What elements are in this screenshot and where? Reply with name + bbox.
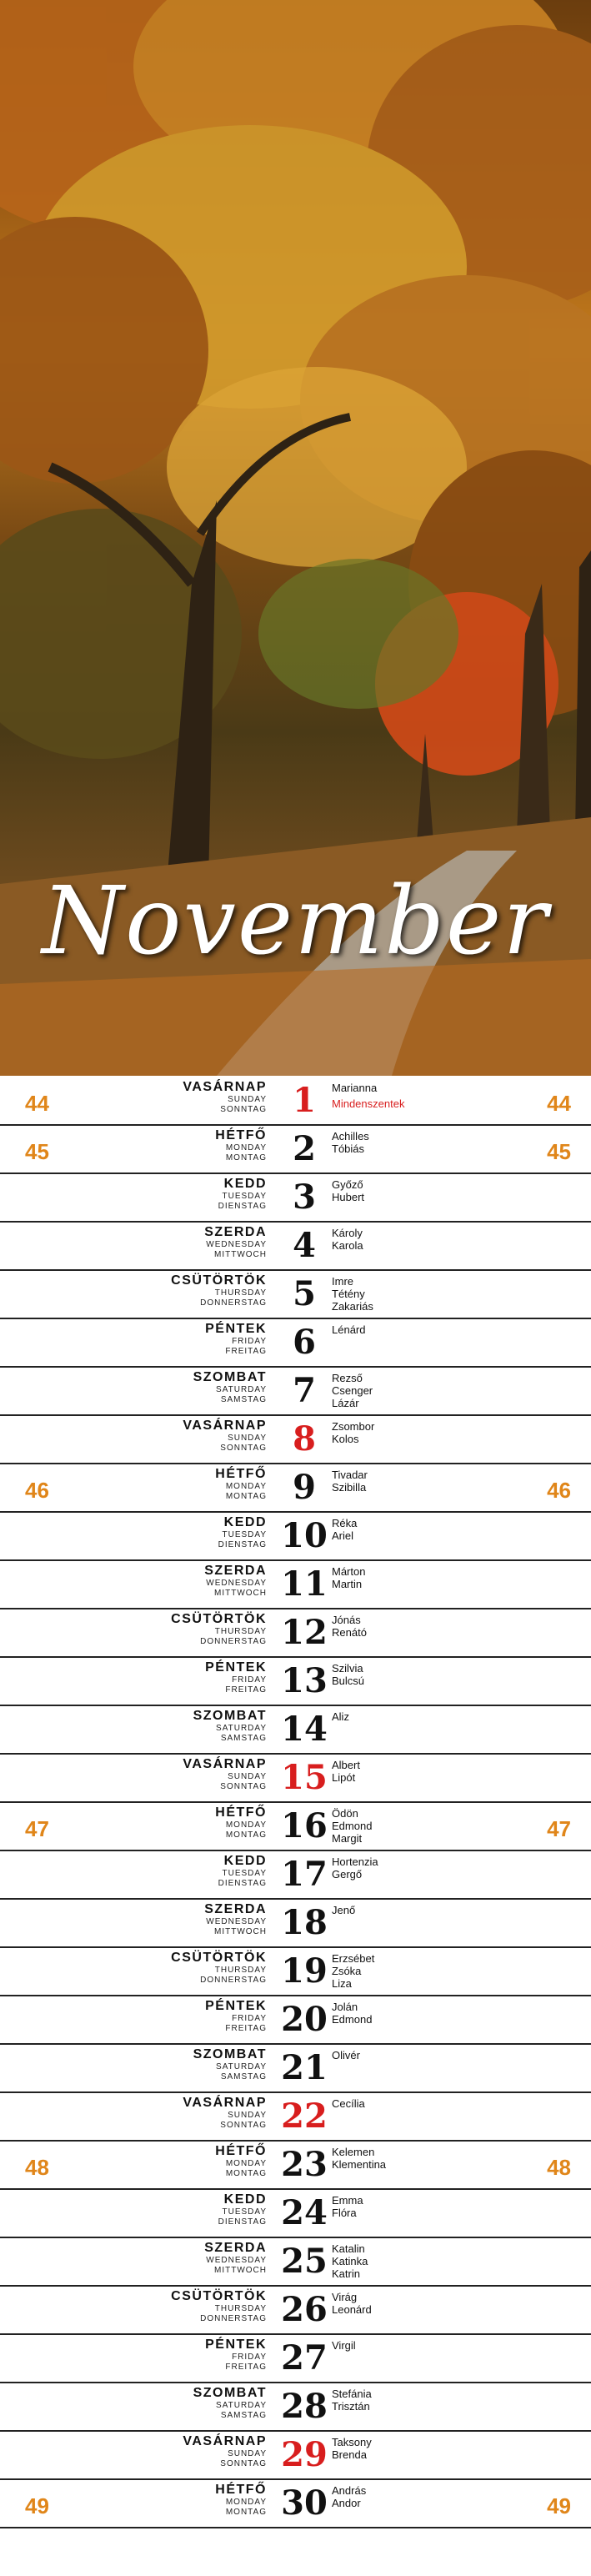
day-number: 16	[281, 1806, 328, 1845]
day-number: 8	[293, 1419, 316, 1459]
autumn-forest-photo	[0, 0, 591, 1076]
day-name-block	[171, 1951, 267, 1985]
day-name-english: TUESDAY	[222, 1869, 267, 1878]
name-day: Márton	[332, 1565, 366, 1578]
day-name-english: MONDAY	[225, 1482, 267, 1491]
day-name-hungarian: HÉTFŐ	[215, 2483, 267, 2497]
week-number-left: 44	[25, 1091, 49, 1116]
day-number: 28	[281, 2387, 328, 2426]
name-day: Zsóka	[332, 1965, 362, 1977]
week-number-right: 48	[547, 2155, 571, 2180]
day-number: 29	[281, 2435, 328, 2474]
name-day: Gergő	[332, 1868, 363, 1881]
day-name-english: SUNDAY	[228, 1095, 267, 1104]
day-name-block	[205, 1661, 267, 1695]
day-name-german: DONNERSTAG	[200, 2314, 267, 2323]
day-name-hungarian: VASÁRNAP	[183, 2096, 267, 2110]
calendar-day-row	[0, 1271, 591, 1319]
holiday-name: Mindenszentek	[332, 1097, 405, 1110]
day-name-english: SUNDAY	[228, 2111, 267, 2120]
day-name-block	[183, 1758, 267, 1791]
week-number-left: 49	[25, 2493, 49, 2518]
day-name-block	[205, 2000, 267, 2033]
day-name-hungarian: CSÜTÖRTÖK	[171, 2289, 267, 2303]
calendar-day-row	[0, 2142, 591, 2190]
name-day-list	[332, 2484, 366, 2509]
name-day: Edmond	[332, 1820, 373, 1832]
day-name-block	[193, 1710, 267, 1743]
name-day: Taksony	[332, 2436, 372, 2448]
calendar-day-row	[0, 2432, 591, 2480]
name-day-list	[332, 2339, 356, 2352]
day-name-german: SAMSTAG	[220, 1395, 267, 1404]
name-day-list	[332, 2146, 386, 2171]
name-day: Rezső	[332, 1372, 363, 1384]
day-number: 27	[281, 2338, 328, 2378]
day-name-hungarian: VASÁRNAP	[183, 1080, 267, 1094]
day-name-hungarian: CSÜTÖRTÖK	[171, 1273, 267, 1288]
name-day: Ariel	[332, 1529, 354, 1542]
day-name-block	[171, 2290, 267, 2323]
day-name-hungarian: HÉTFŐ	[215, 1805, 267, 1820]
day-name-english: WEDNESDAY	[206, 1240, 267, 1249]
name-day: Leonárd	[332, 2303, 372, 2316]
day-number: 23	[281, 2145, 328, 2184]
day-name-block	[204, 1564, 267, 1598]
day-number: 11	[281, 1564, 328, 1604]
day-name-english: SATURDAY	[216, 1385, 267, 1394]
day-name-hungarian: HÉTFŐ	[215, 1128, 267, 1142]
name-day-list	[332, 1952, 374, 1990]
day-name-english: TUESDAY	[222, 1530, 267, 1539]
calendar-day-row	[0, 1513, 591, 1561]
name-day: Aliz	[332, 1710, 349, 1723]
day-name-german: SONNTAG	[220, 2459, 267, 2468]
day-name-hungarian: HÉTFŐ	[215, 1467, 267, 1481]
day-name-german: MONTAG	[225, 1830, 267, 1840]
day-name-german: SAMSTAG	[220, 2072, 267, 2081]
day-name-hungarian: KEDD	[223, 1854, 267, 1868]
day-name-block	[183, 2435, 267, 2468]
day-name-block	[218, 2193, 267, 2227]
calendar-day-row	[0, 1319, 591, 1368]
day-name-german: MITTWOCH	[214, 1927, 267, 1936]
day-number: 24	[281, 2193, 328, 2232]
day-number: 20	[281, 2000, 328, 2039]
name-day: Marianna	[332, 1082, 378, 1094]
day-name-block	[183, 1081, 267, 1114]
name-day: Tétény	[332, 1288, 365, 1300]
calendar-day-row	[0, 1803, 591, 1851]
calendar-day-row	[0, 2238, 591, 2287]
calendar-day-row	[0, 1174, 591, 1223]
day-name-block	[204, 1903, 267, 1936]
calendar-day-row	[0, 2480, 591, 2528]
name-day: Flóra	[332, 2207, 357, 2219]
day-name-block	[183, 1419, 267, 1453]
day-name-block	[171, 1613, 267, 1646]
name-day: Virgil	[332, 2339, 356, 2352]
calendar-day-row	[0, 1368, 591, 1416]
day-name-block	[183, 2096, 267, 2130]
day-name-english: WEDNESDAY	[206, 2256, 267, 2265]
calendar-day-list	[0, 1077, 591, 2528]
name-day: Réka	[332, 1517, 358, 1529]
day-name-hungarian: SZOMBAT	[193, 1709, 267, 1723]
day-name-hungarian: VASÁRNAP	[183, 1419, 267, 1433]
day-name-german: MONTAG	[225, 2169, 267, 2178]
calendar-day-row	[0, 1755, 591, 1803]
calendar-day-row	[0, 1077, 591, 1126]
day-number: 5	[293, 1274, 316, 1313]
day-name-hungarian: VASÁRNAP	[183, 2434, 267, 2448]
name-day: Kolos	[332, 1433, 359, 1445]
day-name-hungarian: SZERDA	[204, 2241, 267, 2255]
name-day-list	[332, 1227, 363, 1252]
calendar-day-row	[0, 1464, 591, 1513]
name-day: Margit	[332, 1832, 363, 1845]
day-number: 18	[281, 1903, 328, 1942]
name-day-list	[332, 1904, 355, 1916]
name-day: Zakariás	[332, 1300, 373, 1313]
day-name-block	[215, 1468, 267, 1501]
day-number: 6	[293, 1323, 316, 1362]
day-name-hungarian: SZERDA	[204, 1225, 267, 1239]
day-name-german: FREITAG	[225, 1685, 267, 1695]
day-number: 1	[293, 1081, 316, 1120]
name-day-list	[332, 2194, 363, 2219]
name-day-list	[332, 1420, 374, 1445]
day-name-hungarian: SZERDA	[204, 1902, 267, 1916]
name-day: Katinka	[332, 2255, 368, 2267]
name-day: Brenda	[332, 2448, 367, 2461]
day-number: 17	[281, 1855, 328, 1894]
name-day: Zsombor	[332, 1420, 375, 1433]
day-number: 4	[293, 1226, 316, 1265]
day-name-english: THURSDAY	[214, 1288, 267, 1298]
name-day: Andor	[332, 2497, 361, 2509]
day-number: 22	[281, 2096, 328, 2136]
week-number-left: 45	[25, 1139, 49, 1164]
day-number: 9	[293, 1468, 316, 1507]
name-day-list	[332, 1517, 357, 1542]
day-name-block	[218, 1516, 267, 1549]
day-name-german: MITTWOCH	[214, 2266, 267, 2275]
day-number: 13	[281, 1661, 328, 1700]
name-day: Ödön	[332, 1807, 358, 1820]
name-day-list	[332, 1130, 369, 1155]
day-number: 14	[281, 1710, 328, 1749]
day-name-hungarian: PÉNTEK	[205, 1999, 267, 2013]
day-name-hungarian: KEDD	[223, 2192, 267, 2207]
day-name-english: THURSDAY	[214, 1627, 267, 1636]
day-number: 30	[281, 2483, 328, 2523]
week-number-right: 44	[547, 1091, 571, 1116]
day-name-german: DIENSTAG	[218, 1879, 267, 1888]
name-day-list	[332, 1710, 349, 1723]
day-name-german: FREITAG	[225, 2363, 267, 2372]
calendar-day-row	[0, 1948, 591, 1996]
day-name-block	[205, 1323, 267, 1356]
name-day: Emma	[332, 2194, 363, 2207]
name-day: Hubert	[332, 1191, 365, 1203]
day-name-hungarian: PÉNTEK	[205, 1660, 267, 1675]
day-name-block	[171, 1274, 267, 1308]
week-number-right: 46	[547, 1478, 571, 1503]
day-name-block	[215, 2145, 267, 2178]
day-name-block	[205, 2338, 267, 2372]
day-name-hungarian: SZOMBAT	[193, 2386, 267, 2400]
calendar-day-row	[0, 1706, 591, 1755]
name-day: Erzsébet	[332, 1952, 375, 1965]
name-day: Jónás	[332, 1614, 361, 1626]
name-day: Tóbiás	[332, 1142, 365, 1155]
calendar-day-row	[0, 1609, 591, 1658]
name-day-list	[332, 2001, 372, 2026]
name-day: Lénárd	[332, 1323, 366, 1336]
name-day-list	[332, 1178, 364, 1203]
day-name-german: DONNERSTAG	[200, 1637, 267, 1646]
day-name-english: SUNDAY	[228, 1772, 267, 1781]
day-number: 21	[281, 2048, 328, 2087]
day-number: 26	[281, 2290, 328, 2329]
name-day-list	[332, 1759, 360, 1784]
day-name-hungarian: CSÜTÖRTÖK	[171, 1612, 267, 1626]
day-name-hungarian: PÉNTEK	[205, 2337, 267, 2352]
day-name-english: FRIDAY	[232, 2014, 267, 2023]
day-number: 19	[281, 1951, 328, 1991]
name-day: Szilvia	[332, 1662, 363, 1675]
name-day-list	[332, 1469, 368, 1494]
day-name-english: FRIDAY	[232, 1337, 267, 1346]
day-name-german: MONTAG	[225, 1492, 267, 1501]
day-name-german: DIENSTAG	[218, 1202, 267, 1211]
day-number: 10	[281, 1516, 328, 1555]
day-name-german: SONNTAG	[220, 1782, 267, 1791]
name-day-list	[332, 1323, 365, 1336]
name-day: Imre	[332, 1275, 353, 1288]
day-name-german: MONTAG	[225, 2508, 267, 2517]
day-name-hungarian: SZOMBAT	[193, 1370, 267, 1384]
day-name-english: SATURDAY	[216, 1724, 267, 1733]
name-day: Hortenzia	[332, 1855, 378, 1868]
calendar-day-row	[0, 1223, 591, 1271]
calendar-day-row	[0, 2190, 591, 2238]
day-name-english: FRIDAY	[232, 1675, 267, 1685]
day-number: 12	[281, 1613, 328, 1652]
calendar-day-row	[0, 1658, 591, 1706]
day-name-hungarian: SZERDA	[204, 1564, 267, 1578]
day-name-english: WEDNESDAY	[206, 1917, 267, 1926]
day-name-block	[193, 2387, 267, 2420]
day-name-german: SONNTAG	[220, 1444, 267, 1453]
name-day: Jenő	[332, 1904, 356, 1916]
name-day: Katrin	[332, 2267, 360, 2280]
name-day-list	[332, 2097, 365, 2110]
day-name-german: SONNTAG	[220, 2121, 267, 2130]
calendar-day-row	[0, 2045, 591, 2093]
name-day: Jolán	[332, 2001, 358, 2013]
name-day: Olivér	[332, 2049, 360, 2061]
week-number-left: 47	[25, 1816, 49, 1841]
calendar-day-row	[0, 2335, 591, 2383]
day-name-english: FRIDAY	[232, 2353, 267, 2362]
day-name-english: TUESDAY	[222, 2207, 267, 2217]
day-name-german: DONNERSTAG	[200, 1976, 267, 1985]
name-day: Klementina	[332, 2158, 387, 2171]
day-name-english: SATURDAY	[216, 2062, 267, 2071]
week-number-right: 49	[547, 2493, 571, 2518]
day-name-english: MONDAY	[225, 2498, 267, 2507]
day-name-hungarian: SZOMBAT	[193, 2047, 267, 2061]
day-name-english: MONDAY	[225, 1820, 267, 1830]
name-day: Katalin	[332, 2242, 365, 2255]
day-name-block	[204, 2242, 267, 2275]
week-number-right: 47	[547, 1816, 571, 1841]
week-number-left: 46	[25, 1478, 49, 1503]
day-name-german: SONNTAG	[220, 1105, 267, 1114]
day-name-english: MONDAY	[225, 2159, 267, 2168]
name-day: Albert	[332, 1759, 360, 1771]
calendar-day-row	[0, 2383, 591, 2432]
name-day: Lázár	[332, 1397, 359, 1409]
name-day-list	[332, 2049, 360, 2061]
day-name-block	[215, 2483, 267, 2517]
name-day-list	[332, 2436, 372, 2461]
day-number: 2	[293, 1129, 316, 1168]
name-day: Trisztán	[332, 2400, 370, 2413]
name-day-list	[332, 2291, 372, 2316]
name-day-list	[332, 2388, 372, 2413]
name-day-list	[332, 1565, 365, 1590]
name-day: Győző	[332, 1178, 363, 1191]
day-name-block	[218, 1178, 267, 1211]
day-name-block	[215, 1129, 267, 1162]
name-day-list	[332, 2242, 368, 2280]
day-name-block	[218, 1855, 267, 1888]
name-day: Renátó	[332, 1626, 367, 1639]
calendar-day-row	[0, 1416, 591, 1464]
name-day-list	[332, 1855, 378, 1881]
calendar-day-row	[0, 2093, 591, 2142]
day-name-german: FREITAG	[225, 1347, 267, 1356]
day-name-block	[193, 1371, 267, 1404]
day-name-german: DIENSTAG	[218, 1540, 267, 1549]
day-name-german: MITTWOCH	[214, 1250, 267, 1259]
day-name-hungarian: KEDD	[223, 1177, 267, 1191]
day-name-hungarian: KEDD	[223, 1515, 267, 1529]
name-day: Károly	[332, 1227, 363, 1239]
week-number-right: 45	[547, 1139, 571, 1164]
name-day-list	[332, 1807, 372, 1845]
day-name-hungarian: CSÜTÖRTÖK	[171, 1951, 267, 1965]
name-day: Kelemen	[332, 2146, 375, 2158]
name-day: Edmond	[332, 2013, 373, 2026]
day-number: 3	[293, 1178, 316, 1217]
day-name-block	[193, 2048, 267, 2081]
name-day: Martin	[332, 1578, 363, 1590]
day-name-english: MONDAY	[225, 1143, 267, 1152]
name-day-list	[332, 1275, 373, 1313]
day-name-german: DIENSTAG	[218, 2217, 267, 2227]
day-name-german: SAMSTAG	[220, 2411, 267, 2420]
day-name-english: TUESDAY	[222, 1192, 267, 1201]
name-day: Bulcsú	[332, 1675, 365, 1687]
calendar-day-row	[0, 1900, 591, 1948]
calendar-day-row	[0, 1851, 591, 1900]
name-day: Szibilla	[332, 1481, 367, 1494]
day-name-german: DONNERSTAG	[200, 1298, 267, 1308]
day-name-english: THURSDAY	[214, 1966, 267, 1975]
name-day: András	[332, 2484, 367, 2497]
name-day: Liza	[332, 1977, 352, 1990]
day-name-german: SAMSTAG	[220, 1734, 267, 1743]
name-day-list	[332, 1372, 373, 1409]
day-name-block	[215, 1806, 267, 1840]
day-name-english: THURSDAY	[214, 2304, 267, 2313]
name-day: Lipót	[332, 1771, 356, 1784]
day-name-block	[204, 1226, 267, 1259]
name-day-list	[332, 1082, 404, 1110]
name-day: Virág	[332, 2291, 358, 2303]
day-number: 15	[281, 1758, 328, 1797]
day-name-hungarian: PÉNTEK	[205, 1322, 267, 1336]
day-name-hungarian: HÉTFŐ	[215, 2144, 267, 2158]
name-day-list	[332, 1662, 364, 1687]
calendar-day-row	[0, 2287, 591, 2335]
name-day-list	[332, 1614, 367, 1639]
name-day: Csenger	[332, 1384, 373, 1397]
calendar-day-row	[0, 1996, 591, 2045]
name-day: Achilles	[332, 1130, 369, 1142]
day-name-english: SUNDAY	[228, 1434, 267, 1443]
day-number: 7	[293, 1371, 316, 1410]
calendar-day-row	[0, 1126, 591, 1174]
name-day: Karola	[332, 1239, 363, 1252]
day-name-hungarian: VASÁRNAP	[183, 1757, 267, 1771]
name-day: Cecília	[332, 2097, 365, 2110]
day-name-english: SUNDAY	[228, 2449, 267, 2458]
day-name-english: WEDNESDAY	[206, 1579, 267, 1588]
name-day: Stefánia	[332, 2388, 372, 2400]
month-title: November	[42, 867, 549, 976]
day-number: 25	[281, 2242, 328, 2281]
day-name-german: FREITAG	[225, 2024, 267, 2033]
day-name-english: SATURDAY	[216, 2401, 267, 2410]
day-name-german: MITTWOCH	[214, 1589, 267, 1598]
name-day: Tivadar	[332, 1469, 368, 1481]
day-name-german: MONTAG	[225, 1153, 267, 1162]
calendar-day-row	[0, 1561, 591, 1609]
week-number-left: 48	[25, 2155, 49, 2180]
